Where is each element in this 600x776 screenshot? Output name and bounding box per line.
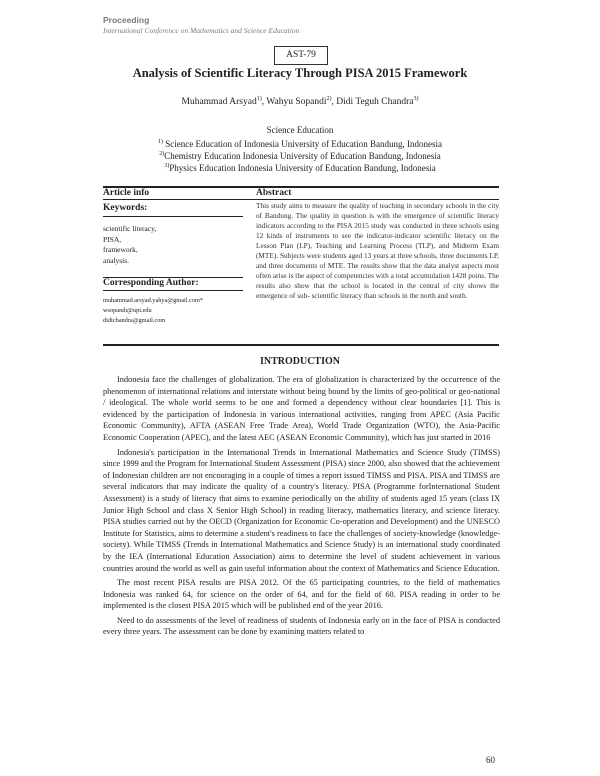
proceeding-header xyxy=(103,15,503,36)
abstract-heading: Abstract xyxy=(256,188,292,198)
author-name: Muhammad Arsyad xyxy=(181,97,257,108)
header-conference: International Conference on Mathematics and Science Education xyxy=(103,26,300,35)
email-item: wsopandi@upi.edu xyxy=(103,307,152,314)
introduction-heading: INTRODUCTION xyxy=(259,356,340,367)
page-number: 60 xyxy=(486,755,495,765)
affiliation-text: Physics Education Indonesia University of Education Bandung, Indonesia xyxy=(169,163,436,173)
body-paragraph: The most recent PISA results are PISA 2012. Of the 65 participating countries, to the field of mathematics Indonesia was ranked 64, for science on the order of 64, and for the field of 60. PISA reading in order to be implemented is the closest PISA 2015 which will be published end of the year 2016. xyxy=(103,578,500,611)
keywords-heading: Keywords: xyxy=(103,203,148,213)
affiliation-sup: 2) xyxy=(159,151,165,157)
abstract-text: This study aims to measure the quality of teaching in secondary schools in the city of Bandung. The quality in question is with the emergence of scientific literacy indicators according to the PISA 2015 study was conducted in three schools using 12 kinds of instruments to see the indicator-indicator scientific literacy on the Lesson Plan (LP), Teaching and Learning Process (TLP), and Midterm Exam (MTE). Subjects were students aged 13 years at three schools, three documents LP, and three documents of MTE. The results show that the data analyst aspects most often arise is the aspect of competencies with a total accumulation 1428 poins. The results also show that the school is located in the central of city shows the emergence of sub- scientific literacy than schools in the north and south. xyxy=(256,201,499,300)
email-list xyxy=(103,296,203,326)
table-header-rule xyxy=(103,199,499,200)
email-item: didichandra@gmail.com xyxy=(103,317,166,324)
keywords-list xyxy=(103,224,156,266)
keywords-rule xyxy=(103,216,243,217)
keyword-item: scientific literacy, xyxy=(103,224,157,233)
article-info-heading: Article info xyxy=(103,188,150,198)
email-item: muhammad.arsyad.yahya@gmail.com* xyxy=(103,297,204,304)
author-sep: , xyxy=(331,97,337,108)
keyword-item: framework, xyxy=(103,245,138,254)
author-sup: 1) xyxy=(256,96,262,102)
author-name: Didi Teguh Chandra xyxy=(336,97,414,108)
table-bottom-rule xyxy=(103,344,499,346)
affiliation-text: Science Education of Indonesia University of Education Bandung, Indonesia xyxy=(163,139,442,149)
author-sup: 2) xyxy=(326,96,332,102)
corresponding-heading: Corresponding Author: xyxy=(103,278,199,288)
affiliation-3 xyxy=(0,160,600,174)
body-paragraph: Indonesia face the challenges of globalization. The era of globalization is characterized by the occurrence of the phenomenon of international relations and interstate without being bound by the limits of geo-political or geo-national / ideological. The whole world seems to be one and formed a dependency without clear boundaries [1]. This is evidenced by the participation of Indonesia in various international activities, ranging from APEC (Asia Pacific Economic Community), AFTA (ASEAN Free Trade Area), World Trade Organization (WTO), the Asia-Pacific Economic Cooperation (APEC), and the latest AEC (ASEAN Economic Community), which has just started in 2016 xyxy=(103,375,500,442)
keyword-item: analysis. xyxy=(103,255,130,265)
table-top-rule xyxy=(103,186,499,188)
author-sep: , xyxy=(261,97,267,108)
introduction-body xyxy=(103,374,500,641)
keyword-item: PISA, xyxy=(103,234,122,244)
body-paragraph: Indonesia's participation in the International Trends in International Mathematics and Science Study (TIMSS) since 1999 and the Program for International Student Assessment (PISA) since 2000, also showed that the achievement of Indonesian children are not encouraging in a couple of times a report issued TIMSS and PISA. PISA and TIMSS are several indicators that may indicate the quality of a country's literacy. PISA (Programme forInternational Student Assessment) is a study of literacy that aims to examine periodically on the ability of students aged 15 years (class IX Junior High School and class X Senior High School) in reading literacy, mathematics literacy, and science literacy. PISA studies carried out by the OECD (Organization for Economic Co-operation and Development) and the UNESCO Institute for Statistics, aims to determine a student's readiness to face the challenges of society-knowledge (knowledge-society). While TIMSS (Trends in International Mathematics and Science Study) is an international study coordinated by the IEA (International Education Association) aims to determine the level of student achievement in various countries around the world as well as gain useful information about the context of Mathematics and Science Education. xyxy=(103,447,500,573)
paper-title: Analysis of Scientific Literacy Through PISA 2015 Framework xyxy=(132,66,468,80)
affiliation-text: Chemistry Education Indonesia University of Education Bandung, Indonesia xyxy=(164,151,441,161)
affiliation-group: Science Education xyxy=(266,125,334,135)
author-list xyxy=(0,96,600,107)
corresponding-rule xyxy=(103,290,243,291)
affiliation-sup: 1) xyxy=(158,139,164,145)
author-sup: 3) xyxy=(413,96,419,102)
paper-code: AST-79 xyxy=(274,46,328,65)
body-paragraph: Need to do assessments of the level of readiness of students of Indonesia early on in the face of PISA is conducted every three years. The assessment can be done by examining matters related to xyxy=(103,615,500,637)
affiliation-sup: 3) xyxy=(164,163,170,169)
header-proceeding: Proceeding xyxy=(103,15,150,25)
author-name: Wahyu Sopandi xyxy=(266,97,327,108)
